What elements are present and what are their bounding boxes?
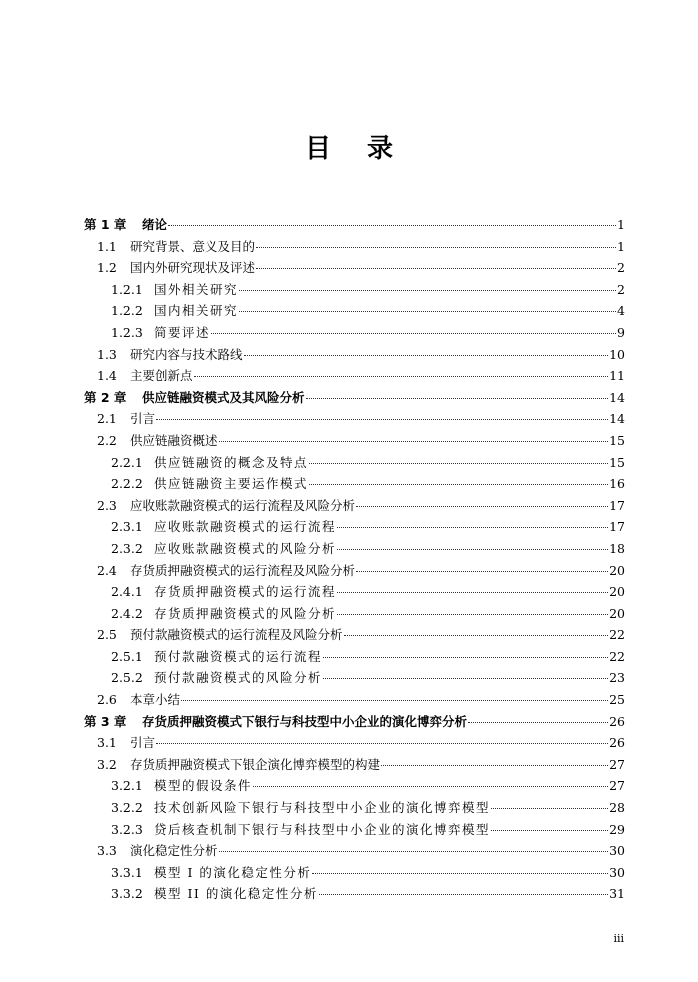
toc-entry-number: 3.3.1 [111, 864, 143, 880]
dot-leader [244, 355, 609, 356]
toc-entry-number: 1.3 [97, 346, 117, 362]
toc-entry-title: 应收账款融资模式的运行流程及风险分析 [130, 497, 356, 513]
toc-entry-number: 3.2.3 [111, 821, 143, 837]
dot-leader [181, 700, 608, 701]
toc-entry-number: 1.4 [97, 368, 117, 384]
dot-leader [381, 765, 608, 766]
dot-leader [306, 398, 609, 399]
toc-entry[interactable] [84, 581, 625, 603]
dot-leader [194, 376, 609, 377]
toc-entry-title: 模型的假设条件 [154, 778, 253, 794]
toc-entry-title: 预付款融资模式的运行流程 [154, 648, 323, 664]
toc-entry-title: 主要创新点 [130, 368, 193, 384]
toc-entry[interactable] [84, 754, 625, 776]
toc-entry-number: 1.1 [97, 238, 117, 254]
toc-entry-title: 存货质押融资模式的风险分析 [154, 605, 337, 621]
toc-entry-page: 15 [609, 432, 625, 448]
toc-entry[interactable] [84, 646, 625, 668]
dot-leader [309, 463, 608, 464]
dot-leader [468, 722, 608, 723]
toc-entry-title: 预付款融资模式的风险分析 [154, 670, 323, 686]
toc-entry-number: 第 2 章 [84, 389, 127, 405]
toc-entry-page: 2 [617, 281, 625, 297]
toc-entry-title: 简要评述 [154, 324, 211, 340]
toc-entry-title: 存货质押融资模式的运行流程 [154, 584, 337, 600]
toc-entry-page: 29 [609, 821, 625, 837]
toc-entry-page: 23 [609, 670, 625, 686]
toc-entry[interactable] [84, 300, 625, 322]
dot-leader [239, 290, 616, 291]
toc-entry-title: 供应链融资的概念及特点 [154, 454, 309, 470]
toc-entry-number: 2.3 [97, 497, 117, 513]
dot-leader [337, 592, 608, 593]
toc-entry-number: 第 1 章 [84, 217, 127, 232]
toc-entry-number: 3.2.2 [111, 800, 143, 816]
toc-entry-title: 演化稳定性分析 [130, 843, 218, 859]
dot-leader [491, 808, 608, 809]
toc-entry-page: 18 [609, 540, 625, 556]
toc-entry[interactable] [84, 257, 625, 279]
toc-entry-page: 9 [617, 324, 625, 340]
dot-leader [323, 657, 608, 658]
toc-entry-title: 研究背景、意义及目的 [130, 238, 256, 254]
dot-leader [309, 484, 608, 485]
toc-entry[interactable] [84, 819, 625, 841]
toc-entry-page: 20 [609, 584, 625, 600]
toc-entry-title: 本章小结 [130, 692, 181, 708]
toc-entry-number: 1.2.2 [111, 303, 143, 319]
dot-leader [219, 441, 609, 442]
toc-entry[interactable] [84, 840, 625, 862]
toc-entry[interactable] [84, 344, 625, 366]
toc-entry-number: 2.4.2 [111, 605, 143, 621]
dot-leader [356, 571, 608, 572]
toc-entry-title: 预付款融资模式的运行流程及风险分析 [130, 627, 343, 643]
toc-entry-title: 贷后核查机制下银行与科技型中小企业的演化博弈模型 [154, 821, 491, 837]
toc-entry-title: 供应链融资模式及其风险分析 [142, 389, 305, 405]
toc-entry[interactable] [84, 603, 625, 625]
toc-entry-title: 技术创新风险下银行与科技型中小企业的演化博弈模型 [154, 800, 491, 816]
toc-entry-page: 27 [609, 756, 625, 772]
toc-entry-title: 国内外研究现状及评述 [130, 260, 256, 276]
toc-entry-title: 存货质押融资模式下银企演化博弈模型的构建 [130, 756, 381, 772]
toc-entry[interactable] [84, 883, 625, 905]
dot-leader [319, 894, 608, 895]
toc-entry-number: 2.2 [97, 432, 117, 448]
dot-leader [211, 333, 616, 334]
toc-entry[interactable] [84, 322, 625, 344]
toc-entry-number: 2.4.1 [111, 584, 143, 600]
dot-leader [168, 225, 616, 226]
page-number: iii [613, 932, 624, 945]
dot-leader [253, 786, 608, 787]
toc-entry-title: 国外相关研究 [154, 281, 239, 297]
toc-entry-number: 2.5 [97, 627, 117, 643]
toc-entry-page: 17 [609, 497, 625, 513]
toc-entry[interactable] [84, 387, 625, 409]
toc-entry[interactable] [84, 408, 625, 430]
toc-entry-page: 20 [609, 605, 625, 621]
toc-entry-title: 引言 [130, 735, 156, 751]
toc-entry-page: 26 [609, 713, 625, 729]
toc-entry-title: 应收账款融资模式的运行流程 [154, 519, 337, 535]
dot-leader [239, 311, 616, 312]
toc-entry[interactable] [84, 365, 625, 387]
toc-entry-number: 第 3 章 [84, 713, 127, 729]
toc-entry-number: 3.3 [97, 843, 117, 859]
toc-entry-page: 10 [609, 346, 625, 362]
toc-entry[interactable] [84, 560, 625, 582]
toc-entry[interactable] [84, 689, 625, 711]
toc-entry-number: 1.2.1 [111, 281, 143, 297]
toc-entry-page: 27 [609, 778, 625, 794]
toc-entry-page: 16 [609, 476, 625, 492]
toc-entry[interactable] [84, 452, 625, 474]
toc-entry-page: 11 [609, 368, 625, 384]
toc-entry-page: 31 [609, 886, 625, 902]
toc-entry-title: 模型 I 的演化稳定性分析 [154, 864, 312, 880]
toc-entry-number: 2.5.2 [111, 670, 143, 686]
toc-entry-title: 引言 [130, 411, 156, 427]
toc-entry-page: 1 [617, 238, 625, 254]
dot-leader [337, 614, 608, 615]
toc-entry-number: 1.2.3 [111, 324, 143, 340]
toc-entry-title: 模型 II 的演化稳定性分析 [154, 886, 318, 902]
toc-entry-page: 2 [617, 260, 625, 276]
toc-entry-title: 研究内容与技术路线 [130, 346, 243, 362]
toc-entry[interactable] [84, 797, 625, 819]
toc-entry[interactable] [84, 775, 625, 797]
dot-leader [219, 851, 609, 852]
toc-entry[interactable] [84, 430, 625, 452]
dot-leader [256, 247, 616, 248]
toc-entry-page: 30 [609, 864, 625, 880]
toc-entry-title: 国内相关研究 [154, 303, 239, 319]
toc-entry-number: 2.4 [97, 562, 117, 578]
toc-entry[interactable] [84, 279, 625, 301]
toc-entry-page: 26 [609, 735, 625, 751]
toc-entry-title: 供应链融资概述 [130, 432, 218, 448]
dot-leader [337, 527, 608, 528]
toc-entry-page: 15 [609, 454, 625, 470]
toc-entry-number: 3.2.1 [111, 778, 143, 794]
toc-entry[interactable] [84, 495, 625, 517]
toc-entry-page: 30 [609, 843, 625, 859]
toc-entry-page: 20 [609, 562, 625, 578]
toc-entry[interactable] [84, 667, 625, 689]
toc-entry[interactable] [84, 236, 625, 258]
toc-entry-page: 4 [617, 303, 625, 319]
toc-entry-page: 25 [609, 692, 625, 708]
toc-entry[interactable] [84, 624, 625, 646]
toc-entry-number: 2.5.1 [111, 648, 143, 664]
toc-entry-title: 存货质押融资模式下银行与科技型中小企业的演化博弈分析 [142, 713, 468, 729]
toc-entry-page: 1 [617, 217, 625, 232]
toc-entry-number: 3.3.2 [111, 886, 143, 902]
toc-entry-number: 2.2.1 [111, 454, 143, 470]
dot-leader [256, 268, 616, 269]
toc-entry-number: 2.3.1 [111, 519, 143, 535]
toc-entry-number: 1.2 [97, 260, 117, 276]
toc-entry-title: 应收账款融资模式的风险分析 [154, 540, 337, 556]
toc-entry[interactable] [84, 473, 625, 495]
title-char-1: 目 [304, 134, 331, 164]
table-of-contents [84, 214, 625, 905]
dot-leader [312, 873, 608, 874]
dot-leader [356, 506, 608, 507]
toc-entry[interactable] [84, 214, 625, 236]
toc-entry-number: 2.1 [97, 411, 117, 427]
page-title [0, 128, 698, 165]
toc-entry-number: 3.2 [97, 756, 117, 772]
toc-entry-page: 22 [609, 648, 625, 664]
dot-leader [156, 419, 608, 420]
dot-leader [491, 830, 608, 831]
dot-leader [156, 743, 608, 744]
dot-leader [344, 635, 609, 636]
toc-entry[interactable] [84, 711, 625, 733]
toc-entry-number: 2.2.2 [111, 476, 143, 492]
toc-entry-title: 供应链融资主要运作模式 [154, 476, 309, 492]
toc-entry-title: 存货质押融资模式的运行流程及风险分析 [130, 562, 356, 578]
title-char-2: 录 [367, 134, 394, 164]
toc-entry-number: 3.1 [97, 735, 117, 751]
toc-entry-page: 28 [609, 800, 625, 816]
toc-entry-number: 2.6 [97, 692, 117, 708]
toc-entry-page: 17 [609, 519, 625, 535]
dot-leader [323, 678, 608, 679]
toc-entry[interactable] [84, 862, 625, 884]
dot-leader [337, 549, 608, 550]
toc-entry-page: 22 [609, 627, 625, 643]
toc-entry-title: 绪论 [142, 217, 168, 232]
toc-entry-page: 14 [609, 389, 625, 405]
toc-entry-number: 2.3.2 [111, 540, 143, 556]
toc-entry[interactable] [84, 516, 625, 538]
toc-entry[interactable] [84, 538, 625, 560]
toc-entry-page: 14 [609, 411, 625, 427]
toc-entry[interactable] [84, 732, 625, 754]
